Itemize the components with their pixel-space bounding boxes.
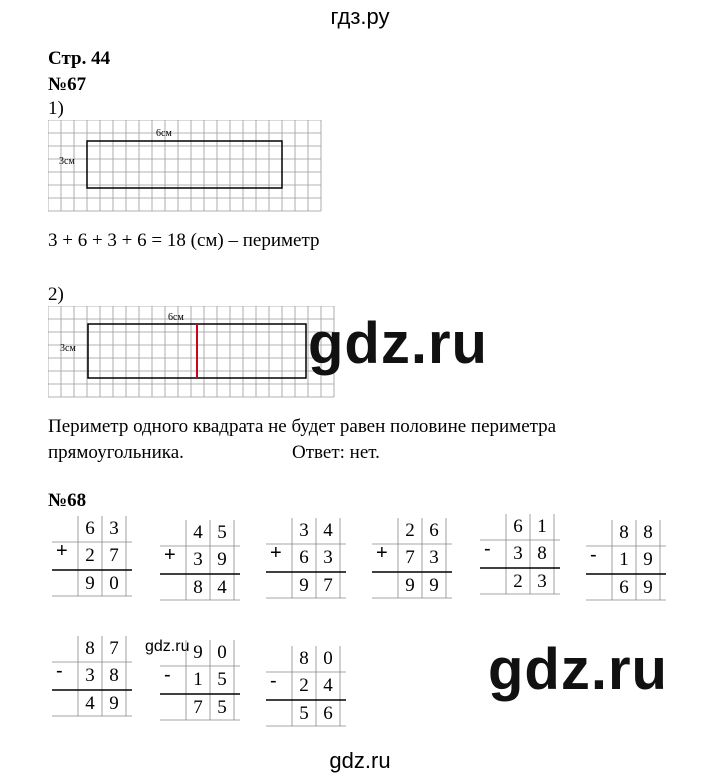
rect1-height-label: 3см	[59, 156, 75, 167]
watermark-gdz-top: gdz.ru	[308, 311, 488, 376]
operand-b-digit: 8	[109, 665, 119, 686]
result-digit: 9	[429, 575, 439, 596]
result-digit: 6	[323, 703, 333, 724]
result-digit: 5	[299, 703, 309, 724]
operator-sign: +	[56, 540, 68, 562]
result-digit: 7	[193, 697, 203, 718]
page-label: Стр. 44	[48, 48, 111, 69]
operand-a-digit: 0	[323, 648, 333, 669]
result-digit: 7	[323, 575, 333, 596]
operand-a-digit: 8	[619, 522, 629, 543]
task67-part2-label: 2)	[48, 284, 64, 305]
result-digit: 5	[217, 697, 227, 718]
result-digit: 3	[537, 571, 547, 592]
operand-b-digit: 8	[537, 543, 547, 564]
rect2-height-label: 3см	[60, 343, 76, 354]
site-header[interactable]: гдз.ру	[330, 4, 390, 29]
task67-answer: Ответ: нет.	[292, 442, 380, 463]
operand-a-digit: 8	[299, 648, 309, 669]
operand-b-digit: 7	[405, 547, 415, 568]
task68-number: №68	[48, 490, 87, 511]
rect1-width-label: 6см	[156, 128, 172, 139]
result-digit: 9	[85, 573, 95, 594]
operand-a-digit: 2	[405, 520, 415, 541]
operand-a-digit: 3	[299, 520, 309, 541]
task67-conclusion-line1: Периметр одного квадрата не будет равен половине периметра	[48, 416, 557, 437]
task67-part1-label: 1)	[48, 98, 64, 119]
operand-b-digit: 9	[643, 549, 653, 570]
operand-a-digit: 3	[109, 518, 119, 539]
operand-a-digit: 4	[323, 520, 333, 541]
operator-sign: -	[270, 670, 277, 692]
operand-a-digit: 9	[193, 642, 203, 663]
operand-a-digit: 8	[643, 522, 653, 543]
task67-conclusion-line2: прямоугольника.	[48, 442, 184, 463]
column-calc	[52, 636, 142, 720]
operand-b-digit: 6	[299, 547, 309, 568]
result-digit: 4	[217, 577, 227, 598]
operand-b-digit: 3	[85, 665, 95, 686]
operand-b-digit: 5	[217, 669, 227, 690]
result-digit: 6	[619, 577, 629, 598]
operand-a-digit: 7	[109, 638, 119, 659]
operand-a-digit: 4	[193, 522, 203, 543]
operator-sign: -	[164, 664, 171, 686]
task67-number: №67	[48, 74, 87, 95]
operand-b-digit: 7	[109, 545, 119, 566]
operand-a-digit: 6	[513, 516, 523, 537]
operand-b-digit: 3	[513, 543, 523, 564]
operand-a-digit: 0	[217, 642, 227, 663]
result-digit: 8	[193, 577, 203, 598]
result-digit: 9	[299, 575, 309, 596]
task67-equation: 3 + 6 + 3 + 6 = 18 (см) – периметр	[48, 230, 320, 251]
column-calc	[480, 514, 570, 598]
rect2-width-label: 6см	[168, 312, 184, 323]
rectangle-6x3	[87, 141, 282, 188]
watermark-gdz-small: gdz.ru	[145, 638, 190, 655]
column-calc	[586, 520, 676, 604]
result-digit: 2	[513, 571, 523, 592]
column-calc	[372, 518, 462, 602]
result-digit: 9	[643, 577, 653, 598]
result-digit: 9	[405, 575, 415, 596]
operand-b-digit: 2	[85, 545, 95, 566]
column-calc	[160, 520, 250, 604]
operator-sign: +	[164, 544, 176, 566]
operand-b-digit: 4	[323, 675, 333, 696]
result-digit: 4	[85, 693, 95, 714]
site-footer[interactable]: gdz.ru	[329, 748, 391, 773]
operand-b-digit: 3	[193, 549, 203, 570]
operator-sign: -	[56, 660, 63, 682]
result-digit: 9	[109, 693, 119, 714]
column-calc	[266, 518, 356, 602]
operator-sign: -	[484, 538, 491, 560]
operand-b-digit: 2	[299, 675, 309, 696]
column-calc	[266, 646, 356, 730]
operand-b-digit: 3	[323, 547, 333, 568]
operand-a-digit: 6	[85, 518, 95, 539]
result-digit: 0	[109, 573, 119, 594]
operator-sign: +	[270, 542, 282, 564]
operand-a-digit: 5	[217, 522, 227, 543]
operand-a-digit: 1	[537, 516, 547, 537]
column-calc	[52, 516, 142, 600]
operator-sign: +	[376, 542, 388, 564]
grid-rectangle-2	[48, 306, 338, 402]
operand-b-digit: 1	[193, 669, 203, 690]
operand-b-digit: 9	[217, 549, 227, 570]
operand-b-digit: 3	[429, 547, 439, 568]
operand-a-digit: 6	[429, 520, 439, 541]
operand-b-digit: 1	[619, 549, 629, 570]
watermark-gdz-bottom: gdz.ru	[488, 637, 668, 702]
operand-a-digit: 8	[85, 638, 95, 659]
operator-sign: -	[590, 544, 597, 566]
grid-rectangle-1	[48, 120, 324, 220]
